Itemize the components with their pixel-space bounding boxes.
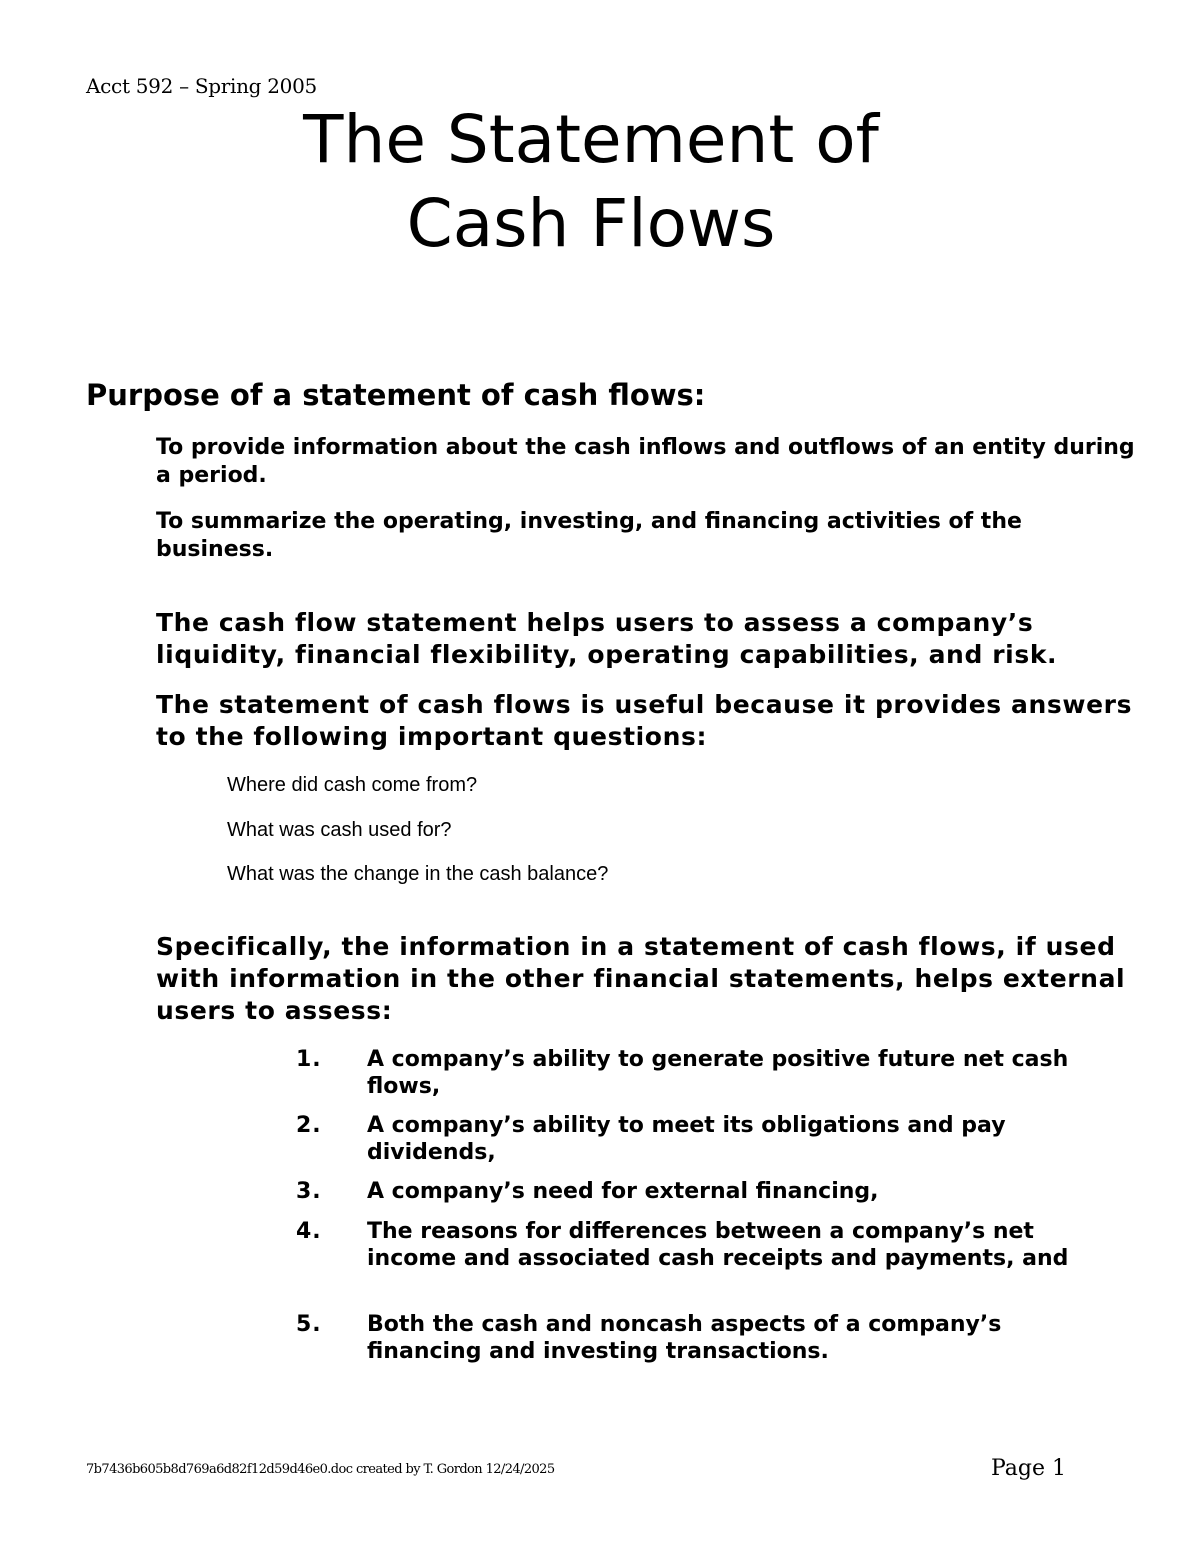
helps-assess-paragraph: The cash flow statement helps users to assess a company’s liquidity, financial flexibility, operating capabilities, and risk.: [156, 608, 1058, 669]
purpose-point-1: To provide information about the cash inflows and outflows of an entity during a period.: [156, 435, 1135, 488]
list-number: 4.: [296, 1219, 322, 1244]
useful-paragraph: The statement of cash flows is useful because it provides answers to the following important questions:: [156, 690, 1133, 751]
list-number: 1.: [296, 1047, 322, 1072]
question-3: What was the change in the cash balance?: [227, 863, 609, 885]
purpose-point-2: To summarize the operating, investing, and financing activities of the business.: [156, 509, 1022, 562]
list-text: A company’s ability to meet its obligations and pay dividends,: [367, 1113, 1006, 1165]
purpose-heading: Purpose of a statement of cash flows:: [86, 378, 706, 412]
list-number: 3.: [296, 1179, 322, 1204]
list-number: 2.: [296, 1113, 322, 1138]
footer-file-info: 7b7436b605b8d769a6d82f12d59d46e0.doc created by T. Gordon 12/24/2025: [86, 1462, 555, 1477]
list-text: A company’s ability to generate positive future net cash flows,: [367, 1047, 1069, 1099]
title-line-1: The Statement of: [303, 101, 879, 178]
specifically-paragraph: Specifically, the information in a statement of cash flows, if used with information in the other financial statements, helps external users to assess:: [156, 932, 1126, 1025]
question-1: Where did cash come from?: [227, 774, 478, 796]
list-text: The reasons for differences between a company’s net income and associated cash receipts and payments, and: [367, 1219, 1069, 1271]
page-number: Page 1: [990, 1456, 1066, 1481]
course-header: Acct 592 – Spring 2005: [86, 74, 317, 98]
question-2: What was cash used for?: [227, 819, 452, 841]
list-text: Both the cash and noncash aspects of a company’s financing and investing transactions.: [367, 1312, 1002, 1364]
list-number: 5.: [296, 1312, 322, 1337]
title-line-2: Cash Flows: [406, 185, 776, 262]
list-text: A company’s need for external financing,: [367, 1179, 879, 1204]
